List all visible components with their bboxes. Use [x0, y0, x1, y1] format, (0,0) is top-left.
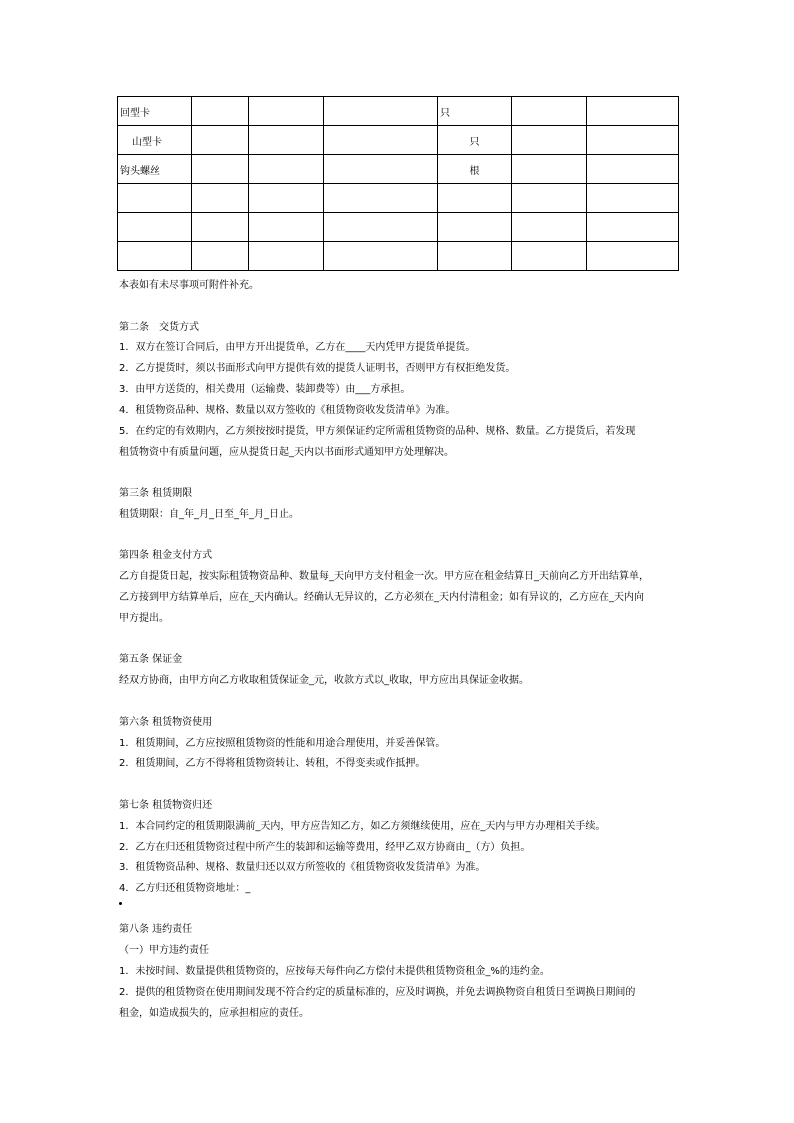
clause-text: 2．乙方在归还租赁物资过程中所产生的装卸和运输等费用，经甲乙双方协商由_（方）负担。 — [119, 842, 531, 853]
unit-cell: 只 — [438, 126, 512, 155]
table-cell — [192, 213, 249, 242]
table-cell — [512, 155, 587, 184]
table-cell — [249, 97, 324, 126]
table-cell — [192, 242, 249, 271]
table-cell — [192, 155, 249, 184]
table-cell — [438, 213, 512, 242]
clause-text: 乙方自提货日起，按实际租赁物资品种、数量每_天向甲方支付租金一次。甲方应在租金结算日_天前向乙方开出结算单， — [119, 571, 649, 582]
unit-cell: 根 — [438, 155, 512, 184]
table-cell — [324, 126, 438, 155]
bullet-dot-icon — [119, 902, 122, 905]
clause-text: 经双方协商，由甲方向乙方收取租赁保证金_元，收款方式以_收取，甲方应出具保证金收据。 — [119, 675, 529, 686]
unit-cell: 只 — [438, 97, 512, 126]
section-heading: 第八条 违约责任 — [119, 924, 193, 935]
clause-text: 租赁期限：自_年_月_日至_年_月_日止。 — [119, 509, 299, 520]
table-cell — [512, 242, 587, 271]
table-cell — [118, 184, 192, 213]
table-cell — [587, 213, 679, 242]
table-row — [118, 155, 679, 184]
clause-text: 3．租赁物资品种、规格、数量归还以双方所签收的《租赁物资收发货清单》为准。 — [119, 862, 486, 873]
table-cell: 回型卡 — [118, 97, 192, 126]
section-heading: 第七条 租赁物资归还 — [119, 800, 213, 811]
table-cell — [512, 213, 587, 242]
table-cell — [324, 155, 438, 184]
table-row — [118, 242, 679, 271]
table-cell — [118, 213, 192, 242]
table-cell — [512, 97, 587, 126]
section-heading: 第三条 租赁期限 — [119, 488, 193, 499]
clause-text: 1．双方在签订合同后，由甲方开出提货单，乙方在____天内凭甲方提货单提货。 — [119, 342, 476, 353]
clause-text: 甲方提出。 — [119, 613, 169, 624]
clause-text: 3．由甲方送货的，相关费用（运输费、装卸费等）由___方承担。 — [119, 384, 411, 395]
clause-text: 4．租赁物资品种、规格、数量以双方签收的《租赁物资收发货清单》为准。 — [119, 405, 456, 416]
table-cell: 山型卡 — [118, 126, 192, 155]
table-cell — [249, 184, 324, 213]
table-cell — [118, 242, 192, 271]
clause-text: 2．租赁期间，乙方不得将租赁物资转让、转租，不得变卖或作抵押。 — [119, 758, 426, 769]
materials-table — [117, 96, 679, 271]
table-cell — [324, 184, 438, 213]
table-cell — [324, 242, 438, 271]
clause-text: 1．本合同约定的租赁期限满前_天内，甲方应告知乙方，如乙方须继续使用，应在_天内与甲方办理相关手续。 — [119, 821, 606, 832]
table-cell — [249, 213, 324, 242]
section-heading: 第六条 租赁物资使用 — [119, 717, 213, 728]
table-cell — [438, 184, 512, 213]
subsection-heading: （一）甲方违约责任 — [119, 945, 209, 956]
table-cell — [249, 242, 324, 271]
clause-text: 租赁物资中有质量问题，应从提货日起_天内以书面形式通知甲方处理解决。 — [119, 447, 454, 458]
section-heading: 第五条 保证金 — [119, 654, 183, 665]
table-cell — [249, 126, 324, 155]
clause-text: 2．乙方提货时，须以书面形式向甲方提供有效的提货人证明书，否则甲方有权拒绝发货。 — [119, 363, 516, 374]
table-cell — [587, 126, 679, 155]
clause-text: 乙方接到甲方结算单后，应在_天内确认。经确认无异议的，乙方必须在_天内付清租金；如有异议的，乙方应在_天内向 — [119, 592, 644, 603]
table-row — [118, 126, 679, 155]
clause-text: 4．乙方归还租赁物资地址：_ — [119, 883, 251, 894]
table-note: 本表如有未尽事项可附件补充。 — [119, 280, 259, 291]
table-cell — [324, 213, 438, 242]
table-cell — [192, 97, 249, 126]
clause-text: 租金，如造成损失的，应承担相应的责任。 — [119, 1008, 309, 1019]
table-cell — [192, 184, 249, 213]
table-cell — [438, 242, 512, 271]
section-heading: 第四条 租金支付方式 — [119, 550, 213, 561]
table-row — [118, 97, 679, 126]
table-cell — [512, 126, 587, 155]
table-row — [118, 184, 679, 213]
section-heading: 第二条 交货方式 — [119, 322, 199, 333]
table-cell — [587, 155, 679, 184]
table-cell — [512, 184, 587, 213]
table-cell — [192, 126, 249, 155]
table-cell — [249, 155, 324, 184]
table-cell — [324, 97, 438, 126]
clause-text: 1．未按时间、数量提供租赁物资的，应按每天每件向乙方偿付未提供租赁物资租金_%的违约金。 — [119, 966, 550, 977]
clause-text: 5．在约定的有效期内，乙方须按按时提货，甲方须保证约定所需租赁物资的品种、规格、数量。乙方提货后，若发现 — [119, 426, 636, 437]
table-cell: 钩头螺丝 — [118, 155, 192, 184]
table-cell — [587, 184, 679, 213]
table-row — [118, 213, 679, 242]
clause-text: 2．提供的租赁物资在使用期间发现不符合约定的质量标准的，应及时调换，并免去调换物资自租赁日至调换日期间的 — [119, 987, 636, 998]
clause-text: 1．租赁期间，乙方应按照租赁物资的性能和用途合理使用，并妥善保管。 — [119, 738, 446, 749]
table-cell — [587, 242, 679, 271]
table-cell — [587, 97, 679, 126]
